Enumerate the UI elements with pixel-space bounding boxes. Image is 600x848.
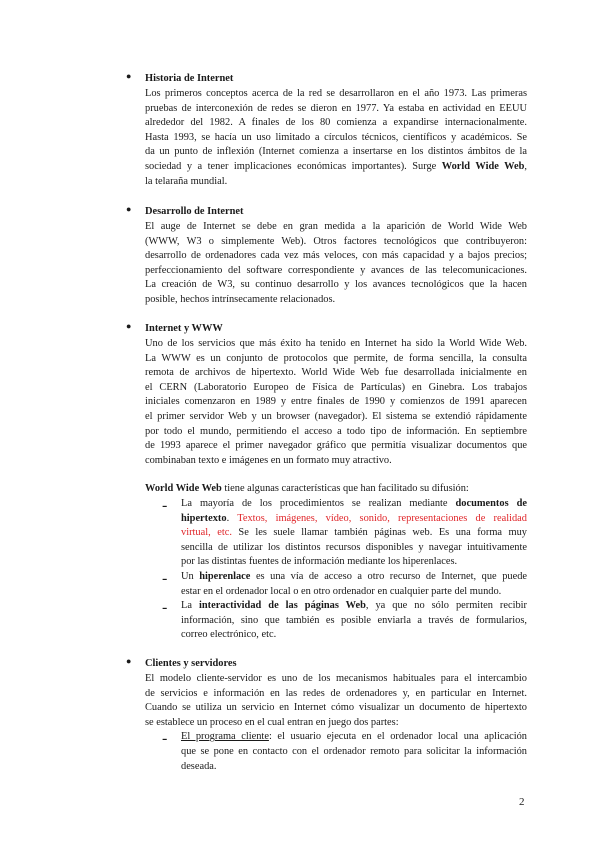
page-number: 2	[519, 796, 525, 808]
list-item	[162, 599, 527, 643]
paragraph-line: (WWW, W3 o simplemente Web). Otros factores tecnológicos que contribuyeron:	[145, 235, 527, 247]
list-item-line: El programa cliente: el usuario ejecuta en el ordenador local una aplicación	[181, 731, 527, 743]
section-heading: Historia de Internet	[145, 73, 234, 84]
paragraph-line: el CERN (Laboratorio Europeo de Física de Partículas) en Ginebra. Los trabajos	[145, 381, 527, 393]
underlined-term: El programa cliente	[181, 731, 269, 743]
paragraph-line: El modelo cliente-servidor es uno de los mecanismos habituales para el intercambio	[145, 673, 527, 684]
list-item-line: La mayoría de los procedimientos se realizan mediante documentos de	[181, 497, 528, 509]
features-intro: World Wide Web tiene algunas características que han facilitado su difusión:	[145, 483, 469, 495]
paragraph-line: combinaban texto e imágenes en un formato muy atractivo.	[145, 454, 392, 466]
bullet-icon: ●	[126, 71, 132, 81]
list-item-line: por las distintas fuentes de información mediante los hiperenlaces.	[181, 556, 458, 568]
dash-icon: -	[162, 599, 168, 617]
paragraph-line: se establece un proceso en el cual entran en juego dos partes:	[145, 716, 399, 728]
paragraph-line: el primer servidor Web y un browser (navegador). El sistema se extendió rápidamente	[145, 410, 527, 422]
paragraph-line: Uno de los servicios que más éxito ha tenido en Internet ha sido la World Wide Web.	[145, 338, 527, 349]
list-item-line: virtual, etc. Se les suele llamar también páginas web. Es una forma muy	[181, 527, 527, 539]
red-highlight: Textos, imágenes, vídeo, sonido, representaciones de realidad	[237, 512, 527, 524]
section-heading: Clientes y servidores	[145, 658, 237, 669]
paragraph-line: remota de archivos de hipertexto. World Wide Web fue desarrollada inicialmente en	[145, 367, 527, 379]
section-desarrollo	[126, 204, 527, 308]
section-heading: Internet y WWW	[145, 323, 223, 334]
list-item-line: La interactividad de las páginas Web, ya que no sólo permiten recibir	[181, 600, 527, 612]
list-item-line: estar en el ordenador local o en otro ordenador en cualquier parte del mundo.	[181, 585, 502, 597]
paragraph-line: posible, hechos intrínsecamente relacionados.	[145, 293, 336, 305]
paragraph-line: Hasta 1993, se hacía un uso limitado a círculos técnicos, científicos y académicos. Se	[145, 131, 527, 143]
paragraph-line: Cuando se utiliza un servicio en Internet cómo visualizar un documento de hipertexto	[145, 702, 527, 714]
list-item-line: que se pone en contacto con el ordenador remoto para solicitar la información	[181, 745, 527, 757]
list-item-line: sencilla de utilizar los distintos recursos disponibles y navegar intuitivamente	[181, 541, 527, 553]
list-item	[162, 569, 527, 599]
paragraph-line: de 1993 aparece el primer navegador gráfico que permitía visualizar documentos que	[145, 440, 527, 452]
paragraph-line: iniciales comenzaron en 1989 y entre finales de 1990 y comienzos de 1991 aparecen	[145, 396, 527, 408]
paragraph-line: alrededor del 1982. A finales de los 80 comienza a expandirse internacionalmente.	[145, 117, 527, 129]
paragraph-line: perfeccionamiento del software correspondiente y avances de las telecomunicaciones.	[145, 264, 527, 276]
paragraph-line: desarrollo de ordenadores cada vez más veloces, con más capacidad y a bajos precios;	[145, 250, 527, 262]
paragraph-line: La WWW es un conjunto de protocolos que permite, de forma sencilla, la consulta	[145, 352, 527, 364]
section-internet-www	[126, 321, 528, 643]
paragraph-line: El auge de Internet se debe en gran medida a la aparición de World Wide Web	[145, 221, 527, 232]
paragraph-line: La creación de W3, su continuo desarrollo y los avances tecnológicos que la hacen	[145, 279, 527, 291]
dash-icon: -	[162, 569, 168, 587]
dash-icon: -	[162, 730, 168, 748]
bold-term: World Wide Web	[441, 160, 525, 172]
section-historia	[126, 71, 527, 189]
list-item-line: Un hiperenlace es una vía de acceso a otro recurso de Internet, que puede	[181, 570, 527, 582]
list-item-line: hipertexto. Textos, imágenes, vídeo, sonido, representaciones de realidad	[181, 512, 527, 524]
list-item	[162, 730, 527, 774]
paragraph-line: de servicios e información en las redes de ordenadores y, en particular en Internet.	[145, 687, 527, 699]
list-item-line: deseada.	[181, 760, 217, 772]
paragraph-line: la telaraña mundial.	[145, 175, 228, 187]
list-item	[162, 496, 528, 570]
paragraph-line: Los primeros conceptos acerca de la red se desarrollaron en el año 1973. Las primeras	[145, 88, 527, 99]
list-item-line: correo electrónico, etc.	[181, 629, 277, 641]
section-heading: Desarrollo de Internet	[145, 206, 244, 217]
dash-icon: -	[162, 496, 168, 514]
bullet-icon: ●	[126, 204, 132, 214]
section-clientes-servidores	[126, 656, 527, 774]
paragraph-line: por todo el mundo, permitiendo el acceso a todo tipo de información. En septiembre	[145, 425, 527, 437]
bullet-icon: ●	[126, 656, 132, 666]
paragraph-line: pruebas de interconexión de redes se dieron en 1977. Ya estaba en actividad en EEUU	[145, 102, 527, 114]
list-item-line: información, sino que también es posible enviarla a través de formularios,	[181, 614, 527, 626]
paragraph-line: da un punto de inflexión (Internet comienza a insertarse en los distintos ámbitos de la	[145, 146, 527, 158]
bullet-icon: ●	[126, 321, 132, 331]
red-highlight: virtual, etc.	[181, 527, 232, 539]
paragraph-line: sociedad y a tener implicaciones económicas importantes). Surge World Wide Web,	[145, 160, 527, 172]
